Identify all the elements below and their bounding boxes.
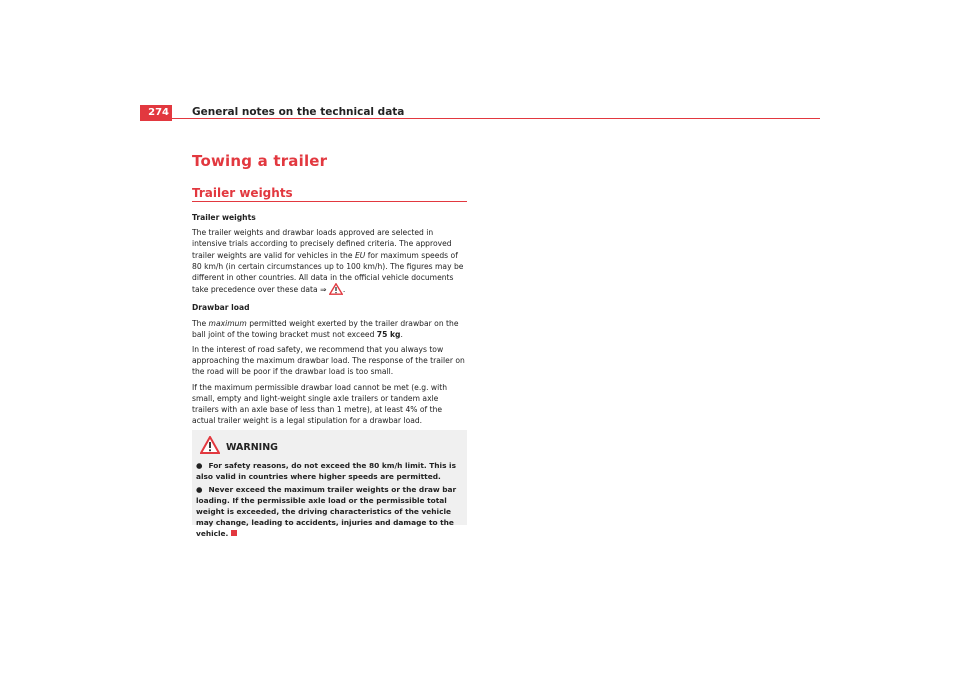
text-run: permitted weight exerted by the trailer drawbar on the ball joint of the towing bracket must not exceed <box>192 318 459 339</box>
text-run: The <box>192 318 209 328</box>
chapter-title: Towing a trailer <box>192 152 328 170</box>
text-run: . <box>400 329 403 339</box>
warning-header <box>200 436 463 458</box>
paragraph-trailer-weights <box>192 227 467 298</box>
page-number: 274 <box>140 105 172 121</box>
text-run: . <box>342 285 346 295</box>
end-of-section-icon <box>231 530 237 536</box>
warning-label: WARNING <box>226 441 278 453</box>
warning-item <box>196 484 463 539</box>
body-text <box>192 212 467 430</box>
section-title: Trailer weights <box>192 186 293 200</box>
paragraph-drawbar-3: If the maximum permissible drawbar load cannot be met (e.g. with small, empty and light-weight single axle trailers or tandem axle trailers with an axle base of less than 1 metre), at least 4% of the actual trailer weight is a legal stipulation for a drawbar load. <box>192 382 448 426</box>
text-eu: EU <box>354 250 366 260</box>
section-rule <box>192 201 467 202</box>
text-run: for maximum speeds of 80 km/h (in certain circumstances up to 100 km/h). The figures may be different in other countries. All data in the official vehicle documents take precedence over these data ⇒ <box>192 250 464 295</box>
bullet-icon: ● <box>196 461 203 470</box>
paragraph-drawbar-2: In the interest of road safety, we recommend that you always tow approaching the maximum drawbar load. The response of the trailer on the road will be poor if the drawbar load is too small. <box>192 345 465 377</box>
text-75kg: 75 kg <box>376 329 401 339</box>
warning-item-text: For safety reasons, do not exceed the 80 km/h limit. This is also valid in countries where higher speeds are permitted. <box>196 461 456 481</box>
paragraph-drawbar-1 <box>192 318 467 340</box>
text-run: The trailer weights and drawbar loads approved are selected in intensive trials according to precisely defined criteria. The approved trailer weights are valid for vehicles in the <box>192 228 452 260</box>
warning-item-text: Never exceed the maximum trailer weights or the draw bar loading. If the permissible axle load or the permissible total weight is exceeded, the driving characteristics of the vehicle may change, leading to accidents, injuries and damage to the vehicle. <box>196 485 457 538</box>
warning-item <box>196 460 463 482</box>
text-maximum: maximum <box>208 318 247 328</box>
warning-box <box>192 430 467 538</box>
warning-triangle-icon <box>200 436 220 458</box>
subheading-drawbar-load: Drawbar load <box>192 303 250 313</box>
subheading-trailer-weights: Trailer weights <box>192 213 256 222</box>
header-rule <box>172 118 820 119</box>
bullet-icon: ● <box>196 485 203 494</box>
warning-triangle-icon <box>329 283 346 298</box>
running-header: General notes on the technical data <box>192 106 405 118</box>
